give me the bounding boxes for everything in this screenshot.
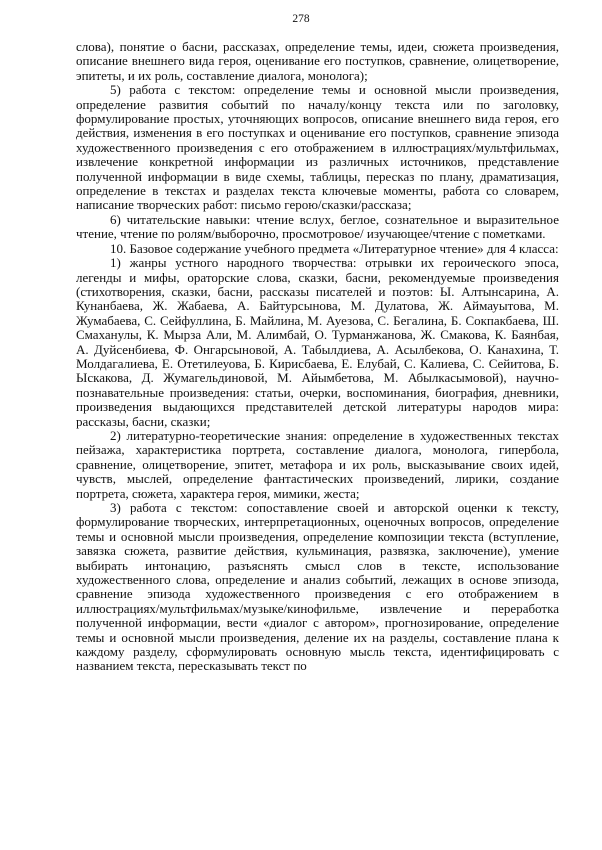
paragraph-folk-genres-item-1: 1) жанры устного народного творчества: отрывки их героического эпоса, легенды и мифы, ораторские слова, сказки, басни, рекомендуемые произведения (стихотворения, сказки, басни, рассказы писателей и поэтов: Ы. Алтынсарина, А. Кунанбаева, Ж. Жабаева, А. Байтурсынова, М. Дулатова, Ж. Аймауытова, М. Жумабаева, С. Сейфуллина, Б. Майлина, М. Ауезова, С. Бегалина, Б. Сокпакбаева, Ш. Смаханулы, К. Мырза Али, М. Алимбай, О. Турманжанова, Ж. Смакова, К. Баянбая, А. Дуйсенбиева, Ф. Онгарсыновой, А. Табылдиева, А. Асылбекова, О. Канахина, Т. Молдагалиева, Е. Отетилеуова, Б. Кирисбаева, Е. Елубай, С. Калиева, С. Сейитова, Б. Ыскакова, Д. Жумагельдиновой, М. Айымбетова, М. Абылкасымовой), научно-познавательные произведения: статьи, очерки, воспоминания, биография, дневники, произведения выдающихся представителей детской литературы народов мира: рассказы, басни, сказки; xyxy=(76,255,559,429)
page-number: 278 xyxy=(292,13,310,25)
paragraph-reading-skills-item-6: 6) читательские навыки: чтение вслух, беглое, сознательное и выразительное чтение, чтение по ролям/выборочно, просмотровое/ изучающее/чтение с пометками. xyxy=(76,211,559,242)
paragraph-section-10-heading: 10. Базовое содержание учебного предмета «Литературное чтение» для 4 класса: xyxy=(110,240,559,256)
paragraph-continuation: слова), понятие о басни, рассказах, определение темы, идеи, сюжета произведения, описание внешнего вида героя, оценивание его поступков, сравнение, олицетворение, эпитеты, и их роль, составление диалога, монолога); xyxy=(76,39,559,83)
body-text xyxy=(76,40,559,674)
paragraph-text-work-item-3: 3) работа с текстом: сопоставление своей и авторской оценки к тексту, формулирование творческих, интерпретационных, оценочных вопросов, определение темы и основной мысли произведения, определение композиции текста (вступление, завязка сюжета, развитие действия, кульминация, развязка, заключение), умение выбирать интонацию, разъяснять смысл слов в тексте, использование художественного слова, определение и анализ событий, лежащих в основе эпизода, сравнение эпизода художественного произведения с его отображением в иллюстрациях/мультфильмах/музыке/кинофильме, извлечение и переработка полученной информации, вести «диалог с автором», прогнозирование, определение темы и основной мысли произведения, деление их на разделы, составление плана к каждому разделу, сформулировать основную мысль текста, идентифицировать с названием текста, пересказывать текст по xyxy=(76,500,559,674)
paragraph-text-work-item-5: 5) работа с текстом: определение темы и основной мысли произведения, определение развития событий по началу/концу текста или по заголовку, формулирование простых, уточняющих вопросов, описание внешнего вида героя, его действия, изменения в его поступках и оценивание его поступков, сравнение эпизода художественного произведения с его отображением в иллюстрациях/мультфильмах, извлечение конкретной информации из различных источников, представление полученной информации в виде схемы, таблицы, пересказ по плану, драматизация, определение в текстах и разделах текста ключевые моменты, работа со словарем, написание творческих работ: письмо герою/сказки/рассказа; xyxy=(76,82,559,213)
paragraph-literary-theory-item-2: 2) литературно-теоретические знания: определение в художественных текстах пейзажа, характеристика портрета, составление диалога, монолога, гипербола, сравнение, олицетворение, эпитет, метафора и их роль, высказывание своих идей, чувств, мыслей, определение фантастических произведений, лирики, создание портрета, сюжета, характера героя, мимики, жеста; xyxy=(76,427,559,501)
